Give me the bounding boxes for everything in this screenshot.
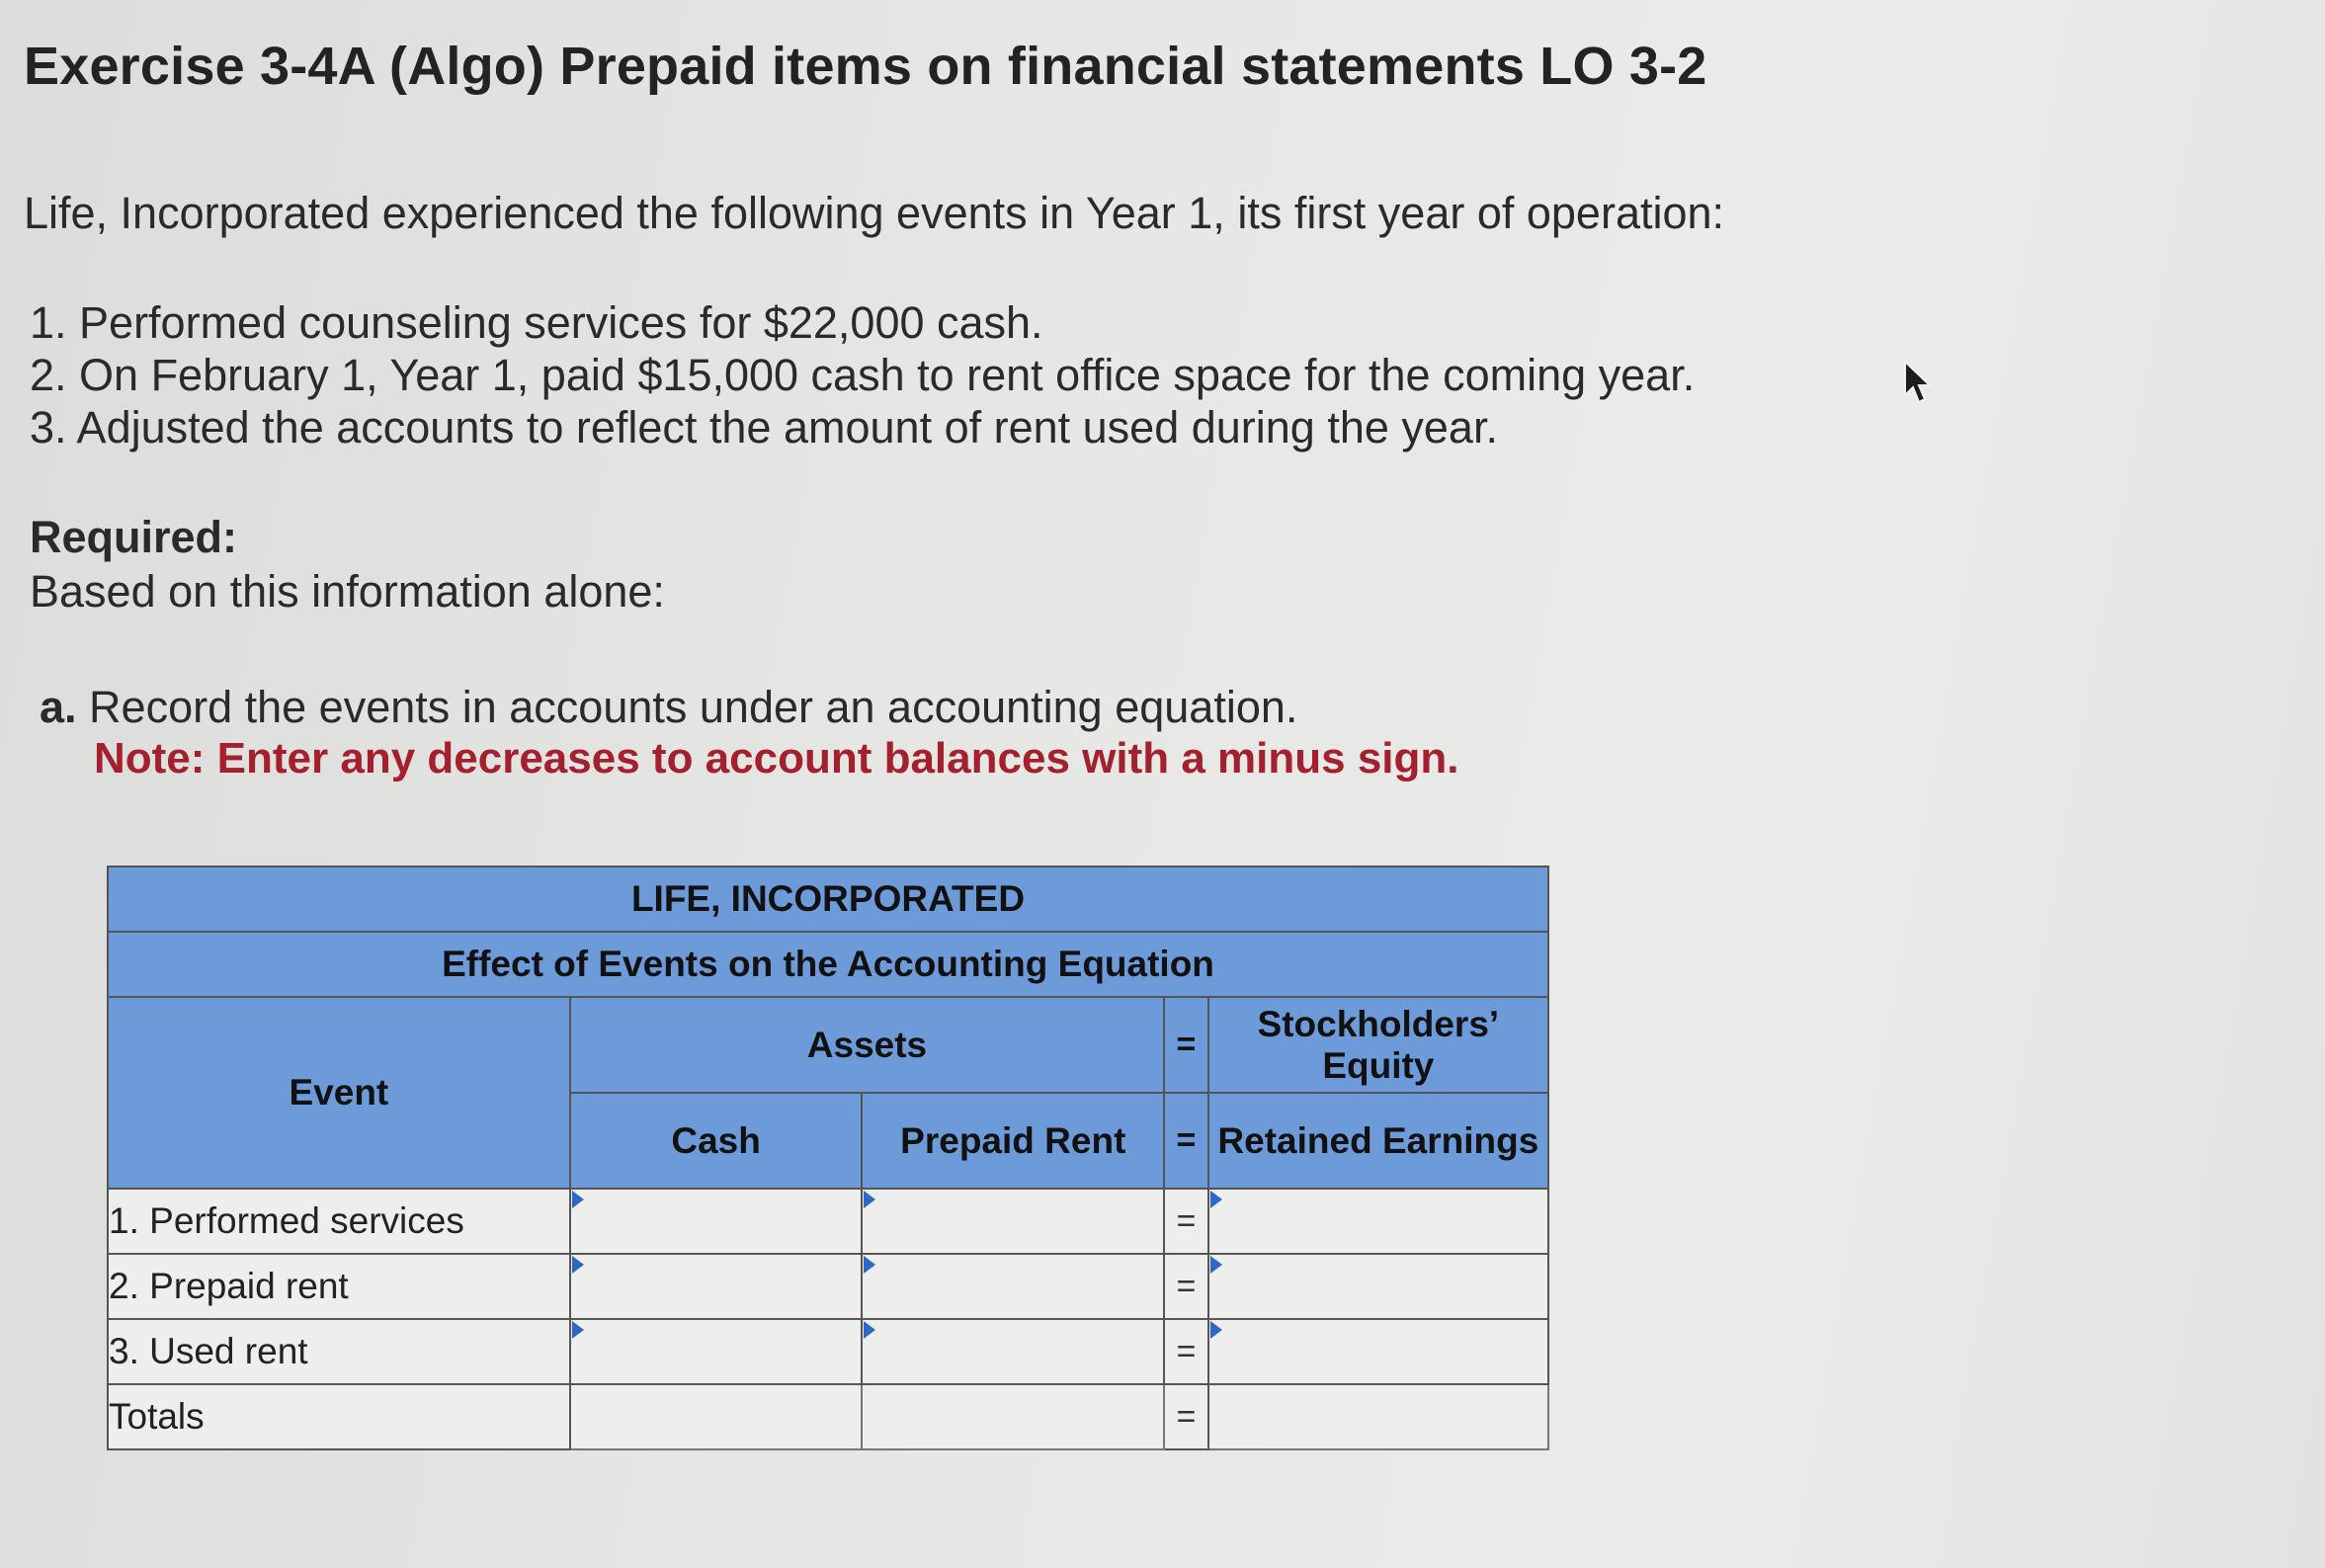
event-column-header: Event bbox=[108, 997, 570, 1189]
equals-sign: = bbox=[1164, 1254, 1208, 1319]
part-a-instruction bbox=[40, 682, 1297, 733]
cash-input-event-1[interactable] bbox=[571, 1190, 862, 1253]
prepaid-rent-input-event-3[interactable] bbox=[863, 1320, 1163, 1383]
note-text: Note: Enter any decreases to account balances with a minus sign. bbox=[94, 734, 1459, 783]
part-a-letter: a. bbox=[40, 682, 77, 732]
cash-total-cell bbox=[570, 1384, 863, 1449]
table-row bbox=[108, 1254, 1548, 1319]
equals-header: = bbox=[1164, 1093, 1208, 1189]
stockholders-equity-header: Stockholders’ Equity bbox=[1208, 997, 1548, 1093]
intro-text: Life, Incorporated experienced the following events in Year 1, its first year of operation: bbox=[24, 188, 1725, 238]
cash-input-event-2[interactable] bbox=[571, 1255, 862, 1318]
prepaid-rent-cell[interactable] bbox=[862, 1319, 1164, 1384]
totals-row bbox=[108, 1384, 1548, 1449]
assets-header: Assets bbox=[570, 997, 1164, 1093]
equals-sign: = bbox=[1164, 1189, 1208, 1254]
part-a-text: Record the events in accounts under an accounting equation. bbox=[89, 682, 1298, 732]
prepaid-rent-input-event-1[interactable] bbox=[863, 1190, 1163, 1253]
retained-earnings-input-event-3[interactable] bbox=[1209, 1320, 1547, 1383]
table-row bbox=[108, 1319, 1548, 1384]
row-label: Totals bbox=[108, 1384, 570, 1449]
retained-earnings-cell[interactable] bbox=[1208, 1254, 1548, 1319]
equals-sign: = bbox=[1164, 1319, 1208, 1384]
prepaid-rent-cell[interactable] bbox=[862, 1254, 1164, 1319]
mouse-cursor-icon bbox=[1901, 360, 1935, 405]
row-label: 1. Performed services bbox=[108, 1189, 570, 1254]
accounting-equation-table bbox=[107, 866, 1549, 1450]
row-label: 2. Prepaid rent bbox=[108, 1254, 570, 1319]
prepaid-rent-total-cell bbox=[862, 1384, 1164, 1449]
retained-earnings-total-cell bbox=[1208, 1384, 1548, 1449]
retained-earnings-input-event-2[interactable] bbox=[1209, 1255, 1547, 1318]
required-heading: Required: bbox=[30, 512, 238, 562]
retained-earnings-input-event-1[interactable] bbox=[1209, 1190, 1547, 1253]
table-subtitle-header: Effect of Events on the Accounting Equation bbox=[108, 932, 1548, 997]
event-list bbox=[30, 296, 1695, 454]
cash-cell[interactable] bbox=[570, 1254, 863, 1319]
cash-input-event-3[interactable] bbox=[571, 1320, 862, 1383]
retained-earnings-column-header: Retained Earnings bbox=[1208, 1093, 1548, 1189]
event-item-1: 1. Performed counseling services for $22,000 cash. bbox=[30, 297, 1043, 348]
equals-header: = bbox=[1164, 997, 1208, 1093]
cash-column-header: Cash bbox=[570, 1093, 863, 1189]
table-row bbox=[108, 1189, 1548, 1254]
cash-cell[interactable] bbox=[570, 1319, 863, 1384]
event-item-2: 2. On February 1, Year 1, paid $15,000 cash to rent office space for the coming year. bbox=[30, 350, 1696, 400]
prepaid-rent-cell[interactable] bbox=[862, 1189, 1164, 1254]
retained-earnings-cell[interactable] bbox=[1208, 1189, 1548, 1254]
required-text: Based on this information alone: bbox=[30, 566, 665, 617]
cash-cell[interactable] bbox=[570, 1189, 863, 1254]
event-item-3: 3. Adjusted the accounts to reflect the amount of rent used during the year. bbox=[30, 402, 1498, 453]
page-title: Exercise 3-4A (Algo) Prepaid items on financial statements LO 3-2 bbox=[24, 37, 1707, 96]
prepaid-rent-column-header: Prepaid Rent bbox=[862, 1093, 1164, 1189]
row-label: 3. Used rent bbox=[108, 1319, 570, 1384]
equals-sign: = bbox=[1164, 1384, 1208, 1449]
prepaid-rent-input-event-2[interactable] bbox=[863, 1255, 1163, 1318]
company-name-header: LIFE, INCORPORATED bbox=[108, 867, 1548, 932]
retained-earnings-cell[interactable] bbox=[1208, 1319, 1548, 1384]
